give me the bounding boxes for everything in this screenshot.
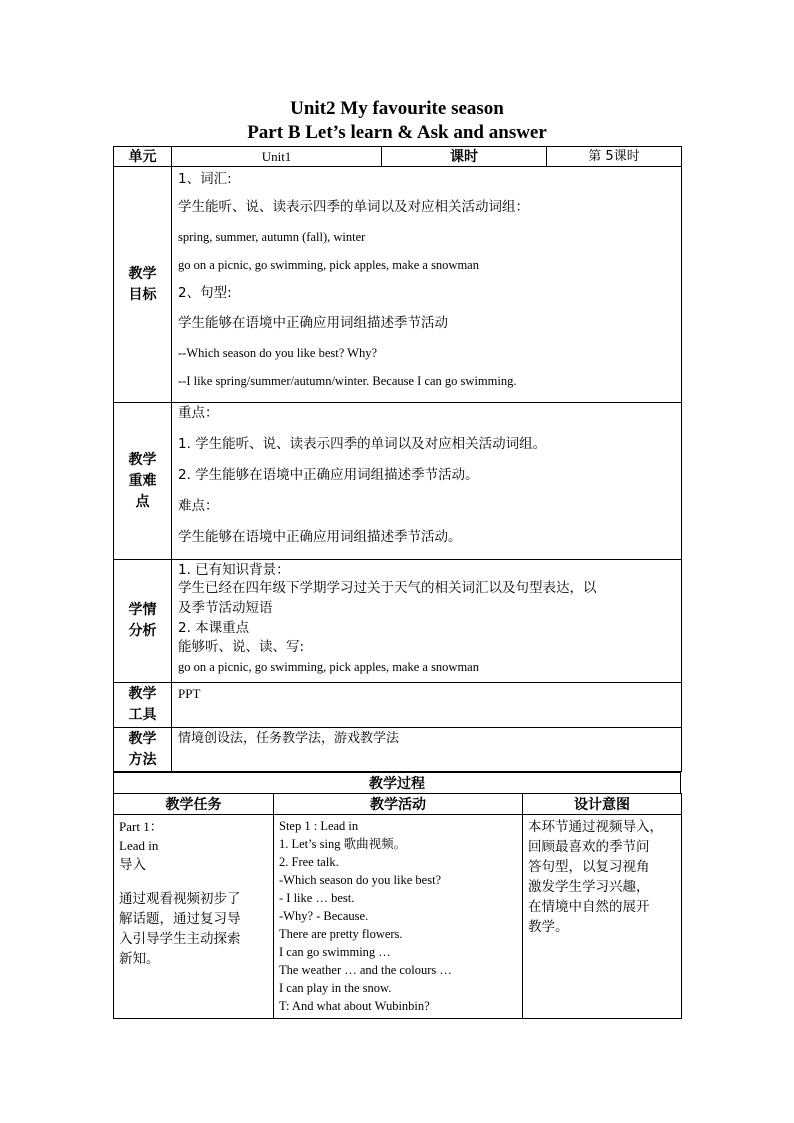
analysis-line: 学生已经在四年级下学期学习过关于天气的相关词汇以及句型表达，以 xyxy=(178,580,597,596)
key-points-line: 学生能够在语境中正确应用词组描述季节活动。 xyxy=(178,529,462,545)
document-subtitle: Part B Let’s learn & Ask and answer xyxy=(247,122,547,143)
objectives-label: 教学 目标 xyxy=(114,167,172,403)
document-title: Unit2 My favourite season xyxy=(290,98,504,119)
activity-line: Step 1 : Lead in xyxy=(279,819,359,833)
analysis-line: 2. 本课重点 xyxy=(178,620,250,636)
activity-line: I can play in the snow. xyxy=(279,981,392,995)
tools-row xyxy=(114,683,682,728)
objectives-line: go on a picnic, go swimming, pick apples, make a snowman xyxy=(178,258,479,272)
objectives-line: --Which season do you like best? Why? xyxy=(178,346,378,360)
objectives-line: 2、句型: xyxy=(178,285,232,301)
key-points-line: 难点： xyxy=(178,498,219,514)
objectives-line: --I like spring/summer/autumn/winter. Because I can go swimming. xyxy=(178,374,517,388)
process-header-row xyxy=(114,794,682,815)
tools-value: PPT xyxy=(172,683,682,728)
activity-line: 2. Free talk. xyxy=(279,855,339,869)
intent-line: 在情境中自然的展开 xyxy=(528,899,650,915)
key-points-line: 2. 学生能够在语境中正确应用词组描述季节活动。 xyxy=(178,467,479,483)
task-line: 新知。 xyxy=(119,951,160,967)
analysis-line: 能够听、说、读、写: xyxy=(178,639,305,655)
header-row xyxy=(114,147,682,167)
col-task-header: 教学任务 xyxy=(114,794,274,815)
intent-line: 回顾最喜欢的季节问 xyxy=(528,839,650,855)
methods-row xyxy=(114,728,682,772)
unit-value: Unit1 xyxy=(172,147,382,167)
process-title-table xyxy=(113,772,681,794)
key-points-line: 重点： xyxy=(178,405,219,421)
analysis-row xyxy=(114,560,682,683)
activity-line: 1. Let’s sing 歌曲视频。 xyxy=(279,837,407,851)
unit-label: 单元 xyxy=(114,147,172,167)
intent-cell xyxy=(523,815,682,1019)
objectives-line: spring, summer, autumn (fall), winter xyxy=(178,230,366,244)
col-activity-header: 教学活动 xyxy=(274,794,523,815)
period-label: 课时 xyxy=(382,147,547,167)
task-line: 入引导学生主动探索 xyxy=(119,931,241,947)
objectives-line: 学生能听、说、读表示四季的单词以及对应相关活动词组： xyxy=(178,199,529,215)
activity-cell xyxy=(274,815,523,1019)
analysis-content xyxy=(172,560,682,683)
task-line: 通过观看视频初步了 xyxy=(119,891,241,907)
task-line: Part 1： xyxy=(119,819,163,834)
analysis-label: 学情 分析 xyxy=(114,560,172,683)
task-line xyxy=(119,875,268,889)
task-cell xyxy=(114,815,274,1019)
intent-line: 教学。 xyxy=(528,919,569,935)
activity-line: - I like … best. xyxy=(279,891,355,905)
methods-value: 情境创设法，任务教学法，游戏教学法 xyxy=(172,728,682,772)
lesson-plan-table xyxy=(113,146,682,772)
task-line: Lead in xyxy=(119,838,159,853)
objectives-content xyxy=(172,167,682,403)
intent-line: 答句型，以复习视角 xyxy=(528,859,650,875)
activity-line: I can go swimming … xyxy=(279,945,391,959)
task-line: 导入 xyxy=(119,857,146,873)
key-points-line: 1. 学生能听、说、读表示四季的单词以及对应相关活动词组。 xyxy=(178,436,547,452)
activity-line: T: And what about Wubinbin? xyxy=(279,999,430,1013)
activity-line: The weather … and the colours … xyxy=(279,963,452,977)
objectives-line: 1、词汇: xyxy=(178,171,232,187)
objectives-row xyxy=(114,167,682,403)
key-points-label: 教学 重难 点 xyxy=(114,403,172,560)
objectives-line: 学生能够在语境中正确应用词组描述季节活动 xyxy=(178,315,448,331)
task-line: 解话题，通过复习导 xyxy=(119,911,241,927)
analysis-line: 及季节活动短语 xyxy=(178,600,273,616)
process-row xyxy=(114,815,682,1019)
process-title: 教学过程 xyxy=(114,773,681,794)
activity-line: -Which season do you like best? xyxy=(279,873,442,887)
process-table xyxy=(113,793,682,1019)
col-intent-header: 设计意图 xyxy=(523,794,682,815)
methods-label: 教学 方法 xyxy=(114,728,172,772)
intent-line: 激发学生学习兴趣， xyxy=(528,879,650,895)
analysis-line: 1. 已有知识背景： xyxy=(178,562,290,578)
tools-label: 教学 工具 xyxy=(114,683,172,728)
analysis-line: go on a picnic, go swimming, pick apples, make a snowman xyxy=(178,660,479,674)
activity-line: There are pretty flowers. xyxy=(279,927,403,941)
key-points-row xyxy=(114,403,682,560)
intent-line: 本环节通过视频导入， xyxy=(528,819,663,835)
key-points-content xyxy=(172,403,682,560)
period-value: 第 5课时 xyxy=(547,147,682,167)
activity-line: -Why? - Because. xyxy=(279,909,369,923)
